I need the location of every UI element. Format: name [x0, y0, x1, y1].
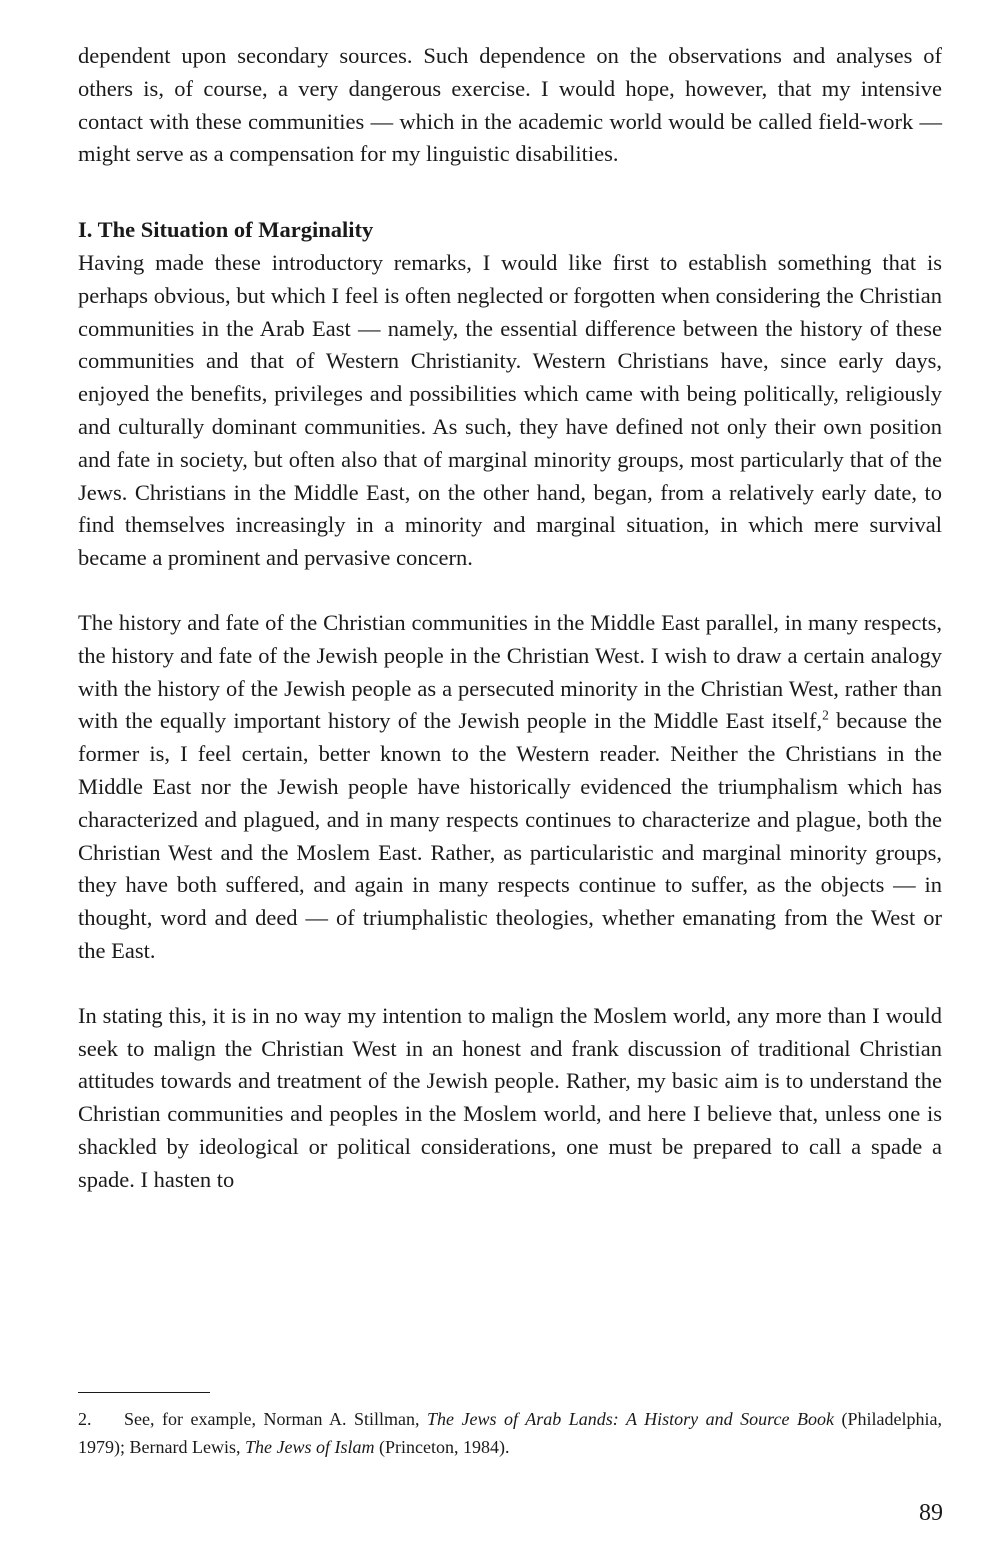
footnote-book-title: The Jews of Arab Lands: A History and Source Book: [427, 1409, 834, 1429]
footnote-number: 2.: [78, 1409, 92, 1429]
footnote-text: (Philadelphia, 1979); Bernard Lewis,: [78, 1409, 942, 1457]
footnote-reference[interactable]: 2: [822, 707, 829, 723]
footnote-book-title: The Jews of Islam: [244, 1437, 375, 1457]
footnote: [78, 1405, 942, 1461]
footnote-text: See, for example, Norman A. Stillman,: [124, 1409, 428, 1429]
paragraph-text: The history and fate of the Christian communities in the Middle East parallel, in many respects, the history and fate of the Jewish people in the Christian West. I wish to draw a certain analogy with the history of the Jewish people as a persecuted minority in the Christian West, rather than with the equally important history of the Jewish people in the Middle East itself,: [78, 609, 942, 734]
paragraph-marginality: Having made these introductory remarks, I would like first to establish something that is perhaps obvious, but which I feel is often neglected or forgotten when considering the Christian communities in the Arab East — namely, the essential difference between the history of these communities and that of Western Christianity. Western Christians have, since early days, enjoyed the benefits, privileges and possibilities which came with being politically, religiously and culturally dominant communities. As such, they have defined not only their own position and fate in society, but often also that of marginal minority groups, most particularly that of the Jews. Christians in the Middle East, on the other hand, began, from a relatively early date, to find themselves increasingly in a minority and marginal situation, in which mere survival became a prominent and pervasive concern.: [78, 249, 942, 571]
section-heading: I. The Situation of Marginality: [78, 217, 374, 243]
intro-paragraph: dependent upon secondary sources. Such dependence on the observations and analyses of others is, of course, a very dangerous exercise. I would hope, however, that my intensive contact with these communities — which in the academic world would be called field-work — might serve as a compensation for my linguistic disabilities.: [78, 43, 942, 167]
footnote-text: (Princeton, 1984).: [374, 1437, 510, 1457]
page-body: [78, 40, 942, 1197]
paragraph-history-parallel: [78, 607, 942, 968]
footnote-divider: [78, 1392, 210, 1393]
page-number: 89: [919, 1500, 943, 1526]
paragraph-intention: In stating this, it is in no way my intention to malign the Moslem world, any more than I would seek to malign the Christian West in an honest and frank discussion of traditional Christian attitudes towards and treatment of the Jewish people. Rather, my basic aim is to understand the Christian communities and peoples in the Moslem world, and here I believe that, unless one is shackled by ideological or political considerations, one must be prepared to call a spade a spade. I hasten to: [78, 1002, 942, 1192]
paragraph-text: because the former is, I feel certain, better known to the Western reader. Neither the Christians in the Middle East nor the Jewish people have historically evidenced the triumphalism which has characterized and plagued, and in many respects continues to characterize and plague, both the Christian West and the Moslem East. Rather, as particularistic and marginal minority groups, they have both suffered, and again in many respects continue to suffer, as the objects — in thought, word and deed — of triumphalistic theologies, whether emanating from the West or the East.: [78, 708, 942, 963]
